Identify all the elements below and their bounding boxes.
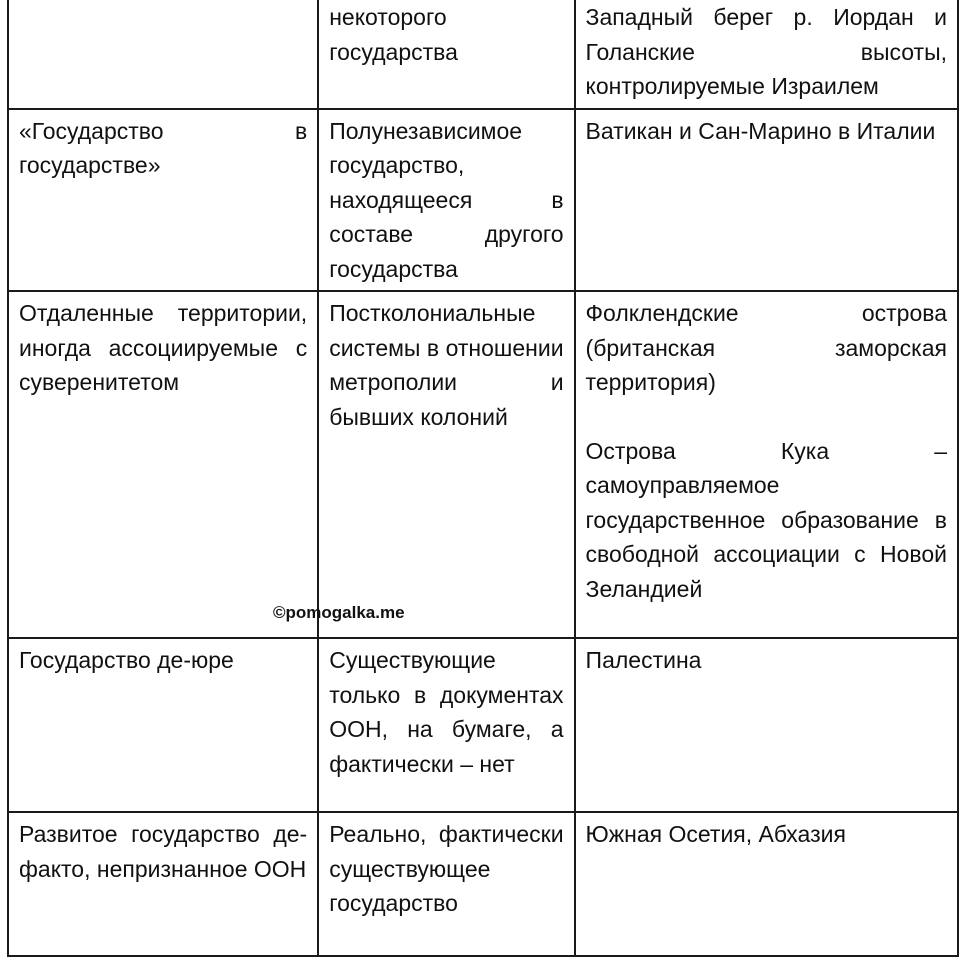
states-table: [7, 0, 959, 957]
row-5-example-1: Южная Осетия, Абхазия: [585, 821, 846, 847]
row-1-example-1: Западный берег р. Иордан и Голанские высоты, контролируемые Израилем: [585, 4, 947, 99]
row-5-description-cell: Реально, фактически существующее государство: [318, 812, 574, 956]
row-1-description-cell: некоторого государства: [318, 0, 574, 109]
table-row: [8, 0, 958, 109]
table-row: [8, 638, 958, 812]
table-row: [8, 291, 958, 638]
row-4-examples-cell: [575, 638, 958, 812]
row-2-examples-cell: [575, 109, 958, 292]
row-3-example-1: Фолклендские острова (британская заморская территория): [585, 300, 947, 395]
row-4-description-cell: Существующие только в документах ООН, на бумаге, а фактически – нет: [318, 638, 574, 812]
table-row: [8, 109, 958, 292]
row-1-type-cell: [8, 0, 318, 109]
row-4-example-1: Палестина: [585, 647, 702, 673]
table-row: [8, 812, 958, 956]
row-2-type-cell: «Государство в государстве»: [8, 109, 318, 292]
row-2-example-1: Ватикан и Сан-Марино в Италии: [585, 117, 936, 144]
watermark: ©pomogalka.me: [273, 603, 405, 622]
row-1-examples-cell: [575, 0, 958, 109]
row-2-description-cell: Полунезависимое государство, находящееся в составе другого государства: [318, 109, 574, 292]
row-3-examples-cell: [575, 291, 958, 638]
row-4-type-cell: Государство де-юре: [8, 638, 318, 812]
row-3-description-cell: Постколониальные системы в отношении метрополии и бывших колоний: [318, 291, 574, 638]
row-3-type-cell: Отдаленные территории, иногда ассоциируемые с суверенитетом: [8, 291, 318, 638]
row-3-example-2: Острова Кука – самоуправляемое государственное образование в свободной ассоциации с Новой Зеландией: [585, 437, 947, 602]
row-5-examples-cell: [575, 812, 958, 956]
row-5-type-cell: Развитое государство де-факто, непризнанное ООН: [8, 812, 318, 956]
